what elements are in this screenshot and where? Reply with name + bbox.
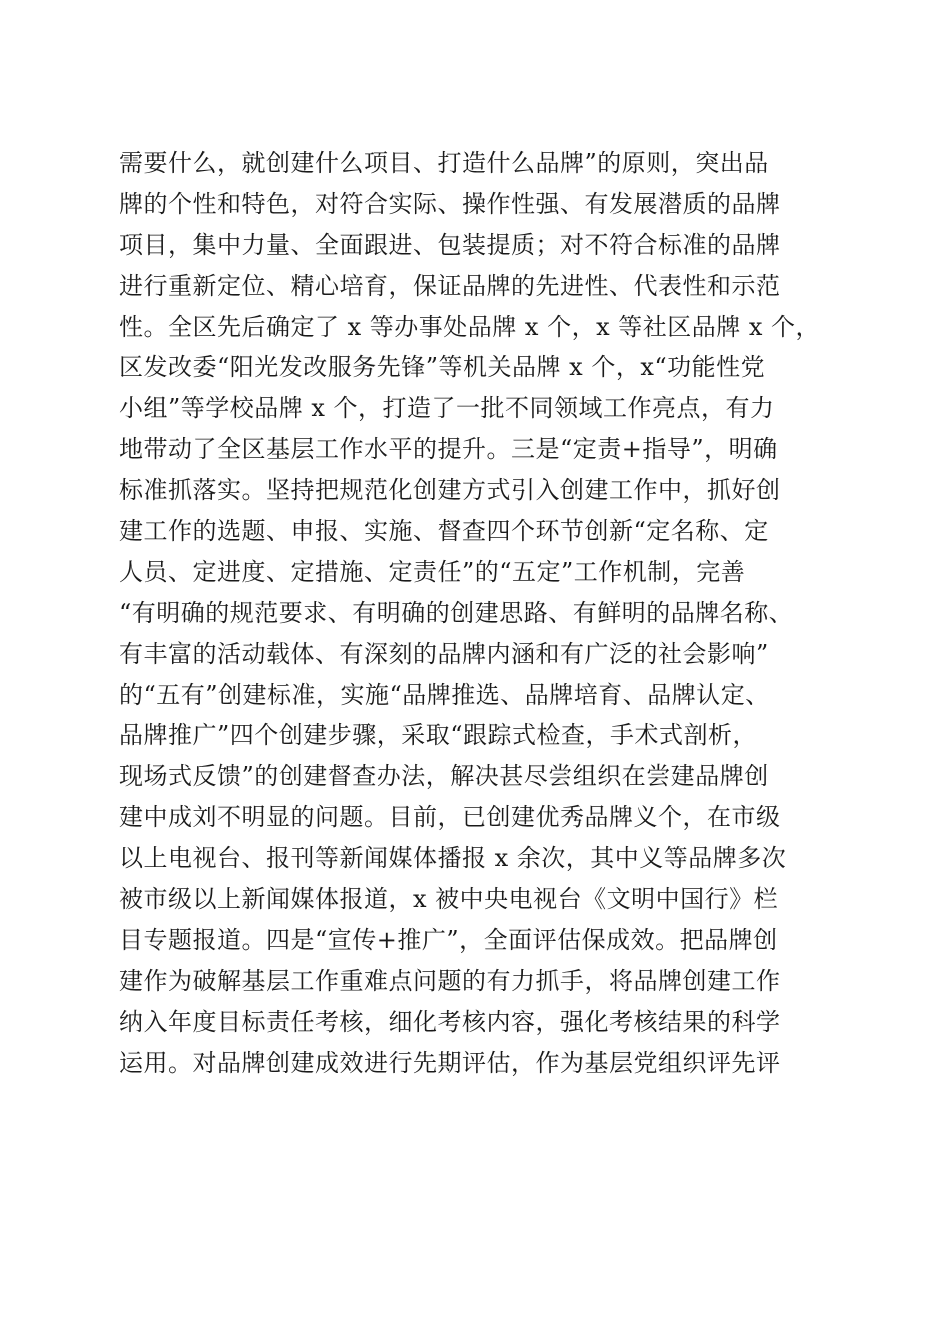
text-line: 建工作的选题、申报、实施、督查四个环节创新“定名称、定 [119,517,769,546]
text-line: 运用。对品牌创建成效进行先期评估，作为基层党组织评先评 [119,1048,781,1077]
text-line: 的“五有”创建标准，实施“品牌推选、品牌培育、品牌认定、 [119,680,770,709]
text-line: 建中成刘不明显的问题。目前，已创建优秀品牌义个，在市级 [119,803,781,832]
text-line: 人员、定进度、定措施、定责任”的“五定”工作机制，完善 [119,557,746,586]
text-line: 地带动了全区基层工作水平的提升。三是“定责+指导”，明确 [119,435,778,464]
text-line: 项目，集中力量、全面跟进、包装提质；对不符合标准的品牌 [119,230,781,259]
text-line: 纳入年度目标责任考核，细化考核内容，强化考核结果的科学 [119,1007,781,1036]
text-line: 进行重新定位、精心培育，保证品牌的先进性、代表性和示范 [119,271,781,300]
body-paragraph [119,143,839,1083]
text-line: 被市级以上新闻媒体报道，x 被中央电视台《文明中国行》栏 [119,885,779,914]
text-line: 品牌推广”四个创建步骤，采取“跟踪式检查，手术式剖析， [119,721,758,750]
text-line: 区发改委“阳光发改服务先锋”等机关品牌 x 个，x“功能性党 [119,353,766,382]
text-line: “有明确的规范要求、有明确的创建思路、有鲜明的品牌名称、 [119,598,794,627]
text-line: 标准抓落实。坚持把规范化创建方式引入创建工作中，抓好创 [119,476,781,505]
text-line: 需要什么，就创建什么项目、打造什么品牌”的原则，突出品 [119,149,769,177]
text-line: 以上电视台、报刊等新闻媒体播报 x 余次，其中义等品牌多次 [119,844,787,873]
text-line: 有丰富的活动载体、有深刻的品牌内涵和有广泛的社会影响” [119,639,769,668]
text-line: 小组”等学校品牌 x 个，打造了一批不同领域工作亮点，有力 [119,394,775,423]
text-line: 性。全区先后确定了 x 等办事处品牌 x 个，x 等社区品牌 x 个， [119,312,821,341]
text-line: 建作为破解基层工作重难点问题的有力抓手，将品牌创建工作 [119,966,781,995]
text-line: 目专题报道。四是“宣传+推广”，全面评估保成效。把品牌创 [119,925,778,954]
text-line: 现场式反馈”的创建督查办法，解决甚尽尝组织在尝建品牌创 [119,762,769,791]
text-line: 牌的个性和特色，对符合实际、操作性强、有发展潜质的品牌 [119,189,781,218]
